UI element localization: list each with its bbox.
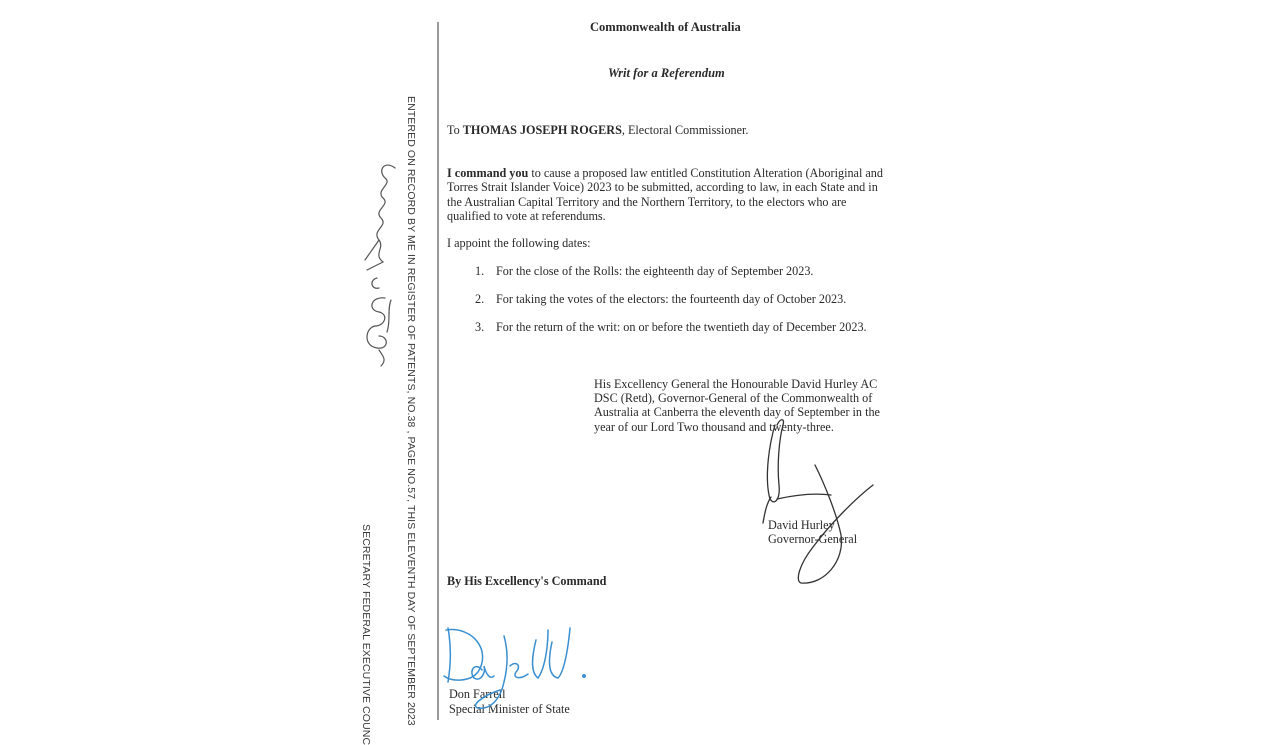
document-subtitle: Writ for a Referendum [608, 66, 725, 80]
addressee-name: THOMAS JOSEPH ROGERS [462, 123, 622, 137]
date-item [475, 264, 813, 278]
minister-signature-icon [442, 620, 592, 720]
governor-general-name: David Hurley [768, 518, 835, 532]
minister-name: Don Farrell [449, 687, 506, 701]
by-command-heading: By His Excellency's Command [447, 574, 607, 588]
command-paragraph [447, 166, 892, 223]
date-item-number: 2. [475, 292, 485, 306]
command-lead: I command you [447, 166, 529, 180]
command-body: to cause a proposed law entitled Constitution Alteration (Aboriginal and Torres Strait Islander Voice) 2023 to be submitted, according to law, in each State and in the Australian Capital Territory and the Northern Territory, to the electors who are qualified to vote at referendums. [447, 166, 883, 223]
date-item-number: 1. [475, 264, 485, 278]
minister-title: Special Minister of State [449, 702, 570, 716]
secretary-stamp: SECRETARY FEDERAL EXECUTIVE COUNC [360, 524, 372, 745]
date-item [475, 292, 846, 306]
date-item-number: 3. [475, 320, 485, 334]
governor-general-signature-icon [755, 415, 885, 590]
date-item-text: For taking the votes of the electors: the fourteenth day of October 2023. [496, 292, 847, 306]
margin-rule [437, 22, 439, 720]
addressee-line [447, 123, 748, 137]
date-item-text: For the return of the writ: on or before the twentieth day of December 2023. [496, 320, 867, 334]
addressee-role: , Electoral Commissioner. [621, 123, 749, 137]
document-title: Commonwealth of Australia [590, 20, 741, 34]
date-item [475, 320, 867, 334]
governor-general-title: Governor-General [768, 532, 858, 546]
appoint-intro: I appoint the following dates: [447, 236, 591, 250]
governor-general-attestation: His Excellency General the Honourable David Hurley AC DSC (Retd), Governor-General of the Commonwealth of Australia at Canberra the eleventh day of September in the year of our Lord Two thousand and twenty-three. [594, 377, 880, 434]
date-item-text: For the close of the Rolls: the eighteenth day of September 2023. [496, 264, 814, 278]
register-record-stamp: ENTERED ON RECORD BY ME IN REGISTER OF PATENTS, NO.38 , PAGE NO.57, THIS ELEVENTH DAY OF SEPTEMBER 2023 [405, 96, 417, 726]
secretary-signature-icon [355, 150, 400, 370]
addressee-prefix: To [447, 123, 463, 137]
